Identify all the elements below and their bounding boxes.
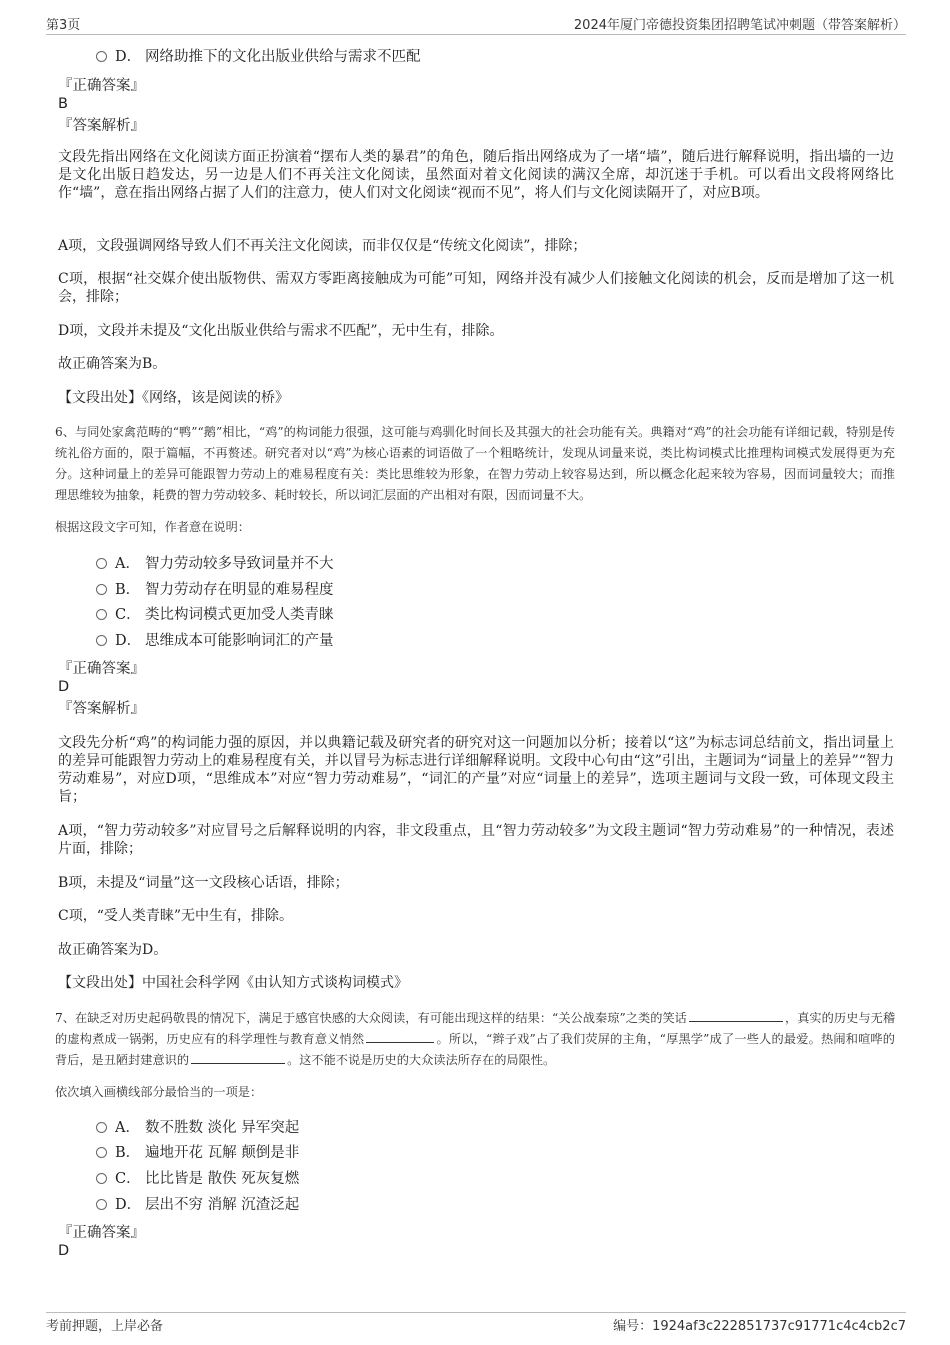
footer-serial: 编号：1924af3c222851737c91771c4c4cb2c7 [613,1319,906,1334]
radio-icon[interactable] [96,1173,107,1184]
q5-conclusion: 故正确答案为B。 [58,356,167,372]
q7-option-b[interactable]: B． 遍地开花 瓦解 颠倒是非 [96,1143,299,1163]
radio-icon[interactable] [96,609,107,620]
page-footer [46,1312,906,1339]
q5-analysis-c: C项，根据“社交媒介使出版物供、需双方零距离接触成为可能”可知，网络并没有减少人们接触文化阅读的机会，反而是增加了这一机会，排除； [58,271,894,305]
radio-icon[interactable] [96,584,107,595]
radio-icon[interactable] [96,635,107,646]
fill-blank-3[interactable] [191,1051,285,1064]
q6-analysis-label: 『答案解析』 [58,701,145,717]
q6-prompt: 根据这段文字可知，作者意在说明： [55,520,250,534]
q5-option-d[interactable]: D． 网络助推下的文化出版业供给与需求不匹配 [96,47,421,67]
q6-analysis-c: C项，“受人类青睐”无中生有，排除。 [58,908,294,924]
q7-prompt: 依次填入画横线部分最恰当的一项是： [55,1085,263,1099]
q5-analysis-main: 文段先指出网络在文化阅读方面正扮演着“摆布人类的暴君”的角色，随后指出网络成为了一堵“墙”，随后进行解释说明，指出墙的一边是文化出版日趋发达，另一边是人们不再关注文化阅读，虽然面对着文化阅读的满汉全席，却沉迷于手机。可以看出文段将网络比作“墙”，意在指出网络占据了人们的注意力，使人们对文化阅读“视而不见”，将人们与文化阅读隔开了，对应B项。 [58,149,894,201]
fill-blank-1[interactable] [689,1009,783,1022]
radio-icon[interactable] [96,558,107,569]
document-title: 2024年厦门帝德投资集团招聘笔试冲刺题（带答案解析） [573,18,906,33]
q6-conclusion: 故正确答案为D。 [58,942,168,958]
q6-correct-label: 『正确答案』 [58,661,145,677]
radio-icon[interactable] [96,51,107,62]
radio-icon[interactable] [96,1199,107,1210]
q6-source: 【文段出处】中国社会科学网《由认知方式谈构词模式》 [58,975,408,991]
radio-icon[interactable] [96,1147,107,1158]
q7-correct-label: 『正确答案』 [58,1225,145,1241]
q6-analysis-a: A项，“智力劳动较多”对应冒号之后解释说明的内容，非文段重点，且“智力劳动较多”为文段主题词“智力劳动难易”的一种情况，表述片面，排除； [58,823,894,857]
q5-analysis-label: 『答案解析』 [58,118,145,134]
page-number: 第3页 [46,18,81,33]
q5-correct-value: B [58,96,68,112]
q7-option-d[interactable]: D． 层出不穷 消解 沉渣泛起 [96,1195,299,1215]
q5-analysis-a: A项，文段强调网络导致人们不再关注文化阅读，而非仅仅是“传统文化阅读”，排除； [58,238,587,254]
q7-question: 7、在缺乏对历史起码敬畏的情况下，满足于感官快感的大众阅读，有可能出现这样的结果：“关公战秦琼”之类的笑话 ，真实的历史与无稽的虚构煮成一锅粥，历史应有的科学理性与教育意义悄然 。所以，“辫子戏”占了我们荧屏的主角，“厚黑学”成了一些人的最爱。热闹和喧哗的背后，是丑陋封建意识的 。这不能不说是历史的大众读法所存在的局限性。 [55,1011,896,1067]
footer-slogan: 考前押题，上岸必备 [46,1319,164,1334]
q7-option-a[interactable]: A． 数不胜数 淡化 异军突起 [96,1118,299,1138]
q6-correct-value: D [58,679,70,695]
q6-analysis-main: 文段先分析“鸡”的构词能力强的原因，并以典籍记载及研究者的研究对这一问题加以分析；接着以“这”为标志词总结前文，指出词量上的差异可能跟智力劳动上的难易程度有关，并以冒号为标志进行详细解释说明。文段中心句由“这”引出，主题词为“词量上的差异”“智力劳动难易”，对应D项，“思维成本”对应“智力劳动难易”，“词汇的产量”对应“词量上的差异”，选项主题词与文段一致，可体现文段主旨； [58,735,894,805]
q7-correct-value: D [58,1243,70,1259]
radio-icon[interactable] [96,1122,107,1133]
q7-option-c[interactable]: C． 比比皆是 散佚 死灰复燃 [96,1169,299,1189]
fill-blank-2[interactable] [366,1030,434,1043]
q5-correct-label: 『正确答案』 [58,78,145,94]
page-header [46,14,906,35]
q5-source: 【文段出处】《网络，该是阅读的桥》 [58,390,289,406]
q6-option-b[interactable]: B． 智力劳动存在明显的难易程度 [96,580,334,600]
q6-option-d[interactable]: D． 思维成本可能影响词汇的产量 [96,631,334,651]
q6-option-c[interactable]: C． 类比构词模式更加受人类青睐 [96,605,334,625]
q6-question: 6、与同处家禽范畴的“鸭”“鹅”相比，“鸡”的构词能力很强，这可能与鸡驯化时间长及其强大的社会功能有关。典籍对“鸡”的社会功能有详细记载，特别是传统礼俗方面的，限于篇幅，不再赘述。研究者对以“鸡”为核心语素的词语做了一个粗略统计，发现从词量来说，类比构词模式比推理构词模式发展得更为充分。这种词量上的差异可能跟智力劳动上的难易程度有关：类比思维较为形象，在智力劳动上较容易达到，所以概念化起来较为容易，因而词量较大；而推理思维较为抽象，耗费的智力劳动较多、耗时较长，所以词汇层面的产出相对有限，因而词量不大。 [55,425,895,502]
q6-analysis-b: B项，未提及“词量”这一文段核心话语，排除； [58,875,349,891]
q6-option-a[interactable]: A． 智力劳动较多导致词量并不大 [96,554,334,574]
q5-analysis-d: D项，文段并未提及“文化出版业供给与需求不匹配”，无中生有，排除。 [58,323,504,339]
